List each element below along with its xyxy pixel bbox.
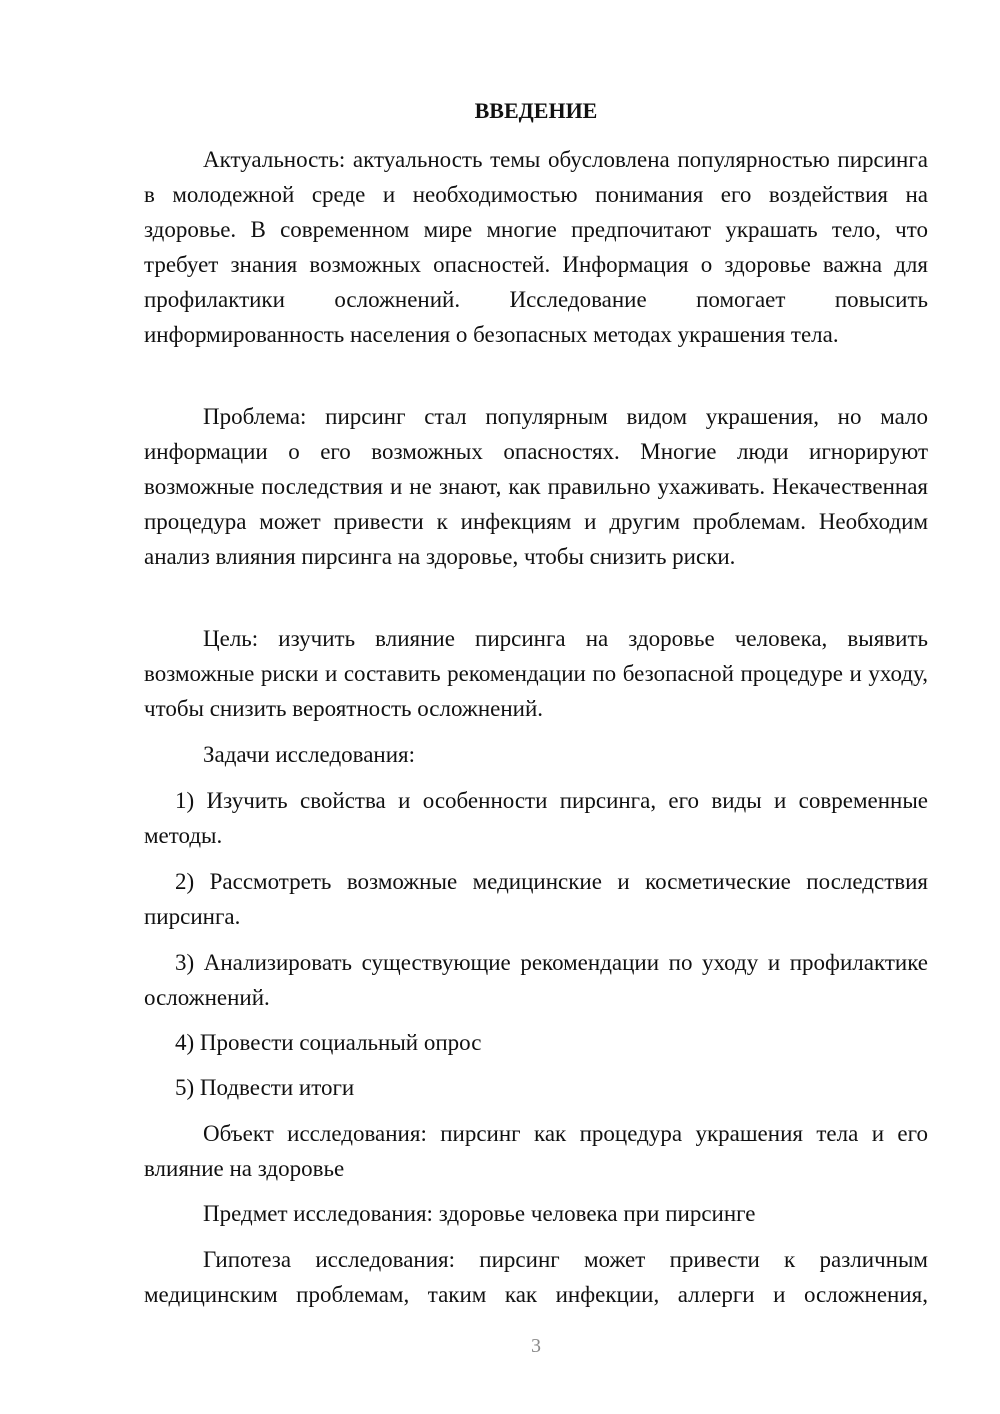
task-item-5: 5) Подвести итоги [175, 1075, 355, 1100]
task-item-1: 1) Изучить свойства и особенности пирсинга, его виды и современные методы. [144, 788, 928, 848]
page-number: 3 [531, 1335, 541, 1357]
object-paragraph: Объект исследования: пирсинг как процедура украшения тела и его влияние на здоровье [144, 1121, 928, 1181]
relevance-paragraph: Актуальность: актуальность темы обусловлена популярностью пирсинга в молодежной среде и необходимостью понимания его воздействия на здоровье. В современном мире многие предпочитают украшать тело, что требует знания возможных опасностей. Информация о здоровье важна для профилактики осложнений. Исследование помогает повысить информированность населения о безопасных методах украшения тела. [144, 147, 928, 347]
tasks-heading: Задачи исследования: [203, 742, 416, 767]
section-title: ВВЕДЕНИЕ [474, 98, 598, 123]
subject-paragraph: Предмет исследования: здоровье человека при пирсинге [203, 1201, 756, 1226]
task-item-3: 3) Анализировать существующие рекомендации по уходу и профилактике осложнений. [144, 950, 928, 1010]
task-item-2: 2) Рассмотреть возможные медицинские и косметические последствия пирсинга. [144, 869, 928, 929]
problem-paragraph: Проблема: пирсинг стал популярным видом украшения, но мало информации о его возможных опасностях. Многие люди игнорируют возможные последствия и не знают, как правильно ухаживать. Некачественная процедура может привести к инфекциям и другим проблемам. Необходим анализ влияния пирсинга на здоровье, чтобы снизить риски. [144, 404, 928, 569]
hypothesis-paragraph: Гипотеза исследования: пирсинг может привести к различным медицинским проблемам, таким как инфекции, аллерги и осложнения, [144, 1247, 928, 1307]
task-item-4: 4) Провести социальный опрос [175, 1030, 482, 1055]
goal-paragraph: Цель: изучить влияние пирсинга на здоровье человека, выявить возможные риски и составить рекомендации по безопасной процедуре и уходу, чтобы снизить вероятность осложнений. [144, 626, 928, 721]
